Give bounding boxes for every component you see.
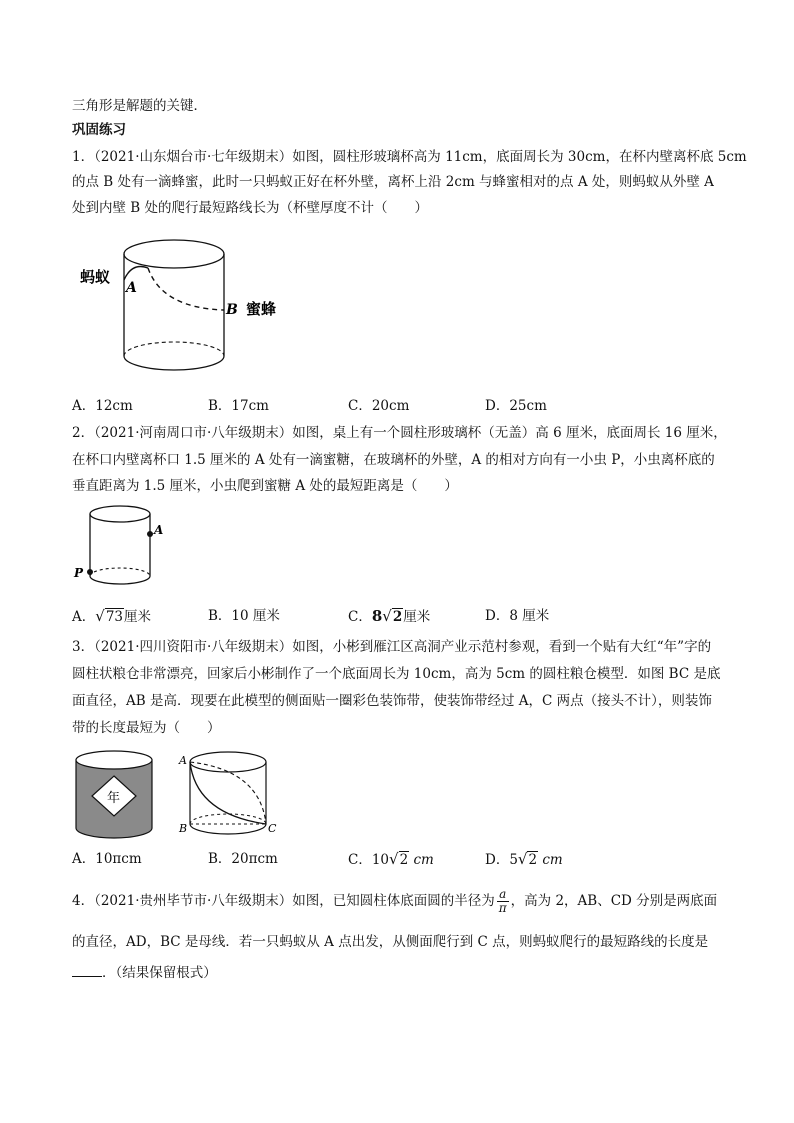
q1-cylinder-figure (76, 232, 296, 380)
q3-top-ellipse (190, 752, 266, 772)
q3-label-nian: 年 (107, 791, 121, 806)
q1-line-2: 的点 B 处有一滴蜂蜜，此时一只蚂蚁正好在杯外壁，离杯上沿 2cm 与蜂蜜相对的点 A 处，则蚂蚁从外壁 A (72, 174, 714, 190)
q1-option-b[interactable]: B．17cm (208, 398, 269, 414)
sqrt-sign: √ (95, 607, 105, 625)
q3-line-1: 3．（2021·四川资阳市·八年级期末）如图，小彬到雁江区高洞产业示范村参观，看到一个贴有大红“年”字的 (72, 639, 712, 655)
q1-option-d[interactable]: D．25cm (485, 398, 547, 414)
q3-line-2: 圆柱状粮仓非常漂亮，回家后小彬制作了一个底面周长为 10cm，高为 5cm 的圆柱粮仓模型．如图 BC 是底 (72, 666, 721, 682)
q1-top-ellipse (124, 240, 224, 268)
q2-label-a: A (154, 523, 164, 537)
q3-line-3: 面直径，AB 是高．现要在此模型的侧面贴一圈彩色装饰带，使装饰带经过 A，C 两点（接头不计），则装饰 (72, 693, 712, 709)
q2-option-c[interactable] (348, 606, 430, 627)
q2-top-ellipse (90, 506, 150, 522)
q4-line-1-before: 4．（2021·贵州毕节市·八年级期末）如图，已知圆柱体底面圆的半径为 (72, 893, 495, 909)
sqrt-sign: √ (382, 607, 392, 625)
q3-granary-figure (72, 748, 156, 842)
q1-label-bee: 蜜蜂 (246, 300, 277, 318)
q1-line-3: 处到内壁 B 处的爬行最短路线长为（杯壁厚度不计（ ） (72, 200, 429, 216)
q3-granary-top (76, 751, 152, 769)
q3-label-a: A (179, 754, 187, 767)
q2-bottom-back-arc (90, 568, 150, 576)
q2-option-a[interactable] (72, 606, 151, 627)
q1-option-c[interactable]: C．20cm (348, 398, 410, 414)
q4-line-3-text: ．（结果保留根式） (102, 965, 217, 981)
q2-option-a-radicand: 73 (105, 609, 123, 625)
q3-option-c-unit: cm (413, 852, 434, 868)
q3-option-b[interactable]: B．20πcm (208, 851, 278, 867)
q2-line-3: 垂直距离为 1.5 厘米，小虫爬到蜜糖 A 处的最短距离是（ ） (72, 478, 458, 494)
q4-line-1-after: ，高为 2，AB、CD 分别是两底面 (510, 893, 718, 909)
q1-label-b: B (226, 302, 238, 318)
q3-bottom-front-arc (190, 824, 266, 834)
q2-option-a-prefix: A． (72, 609, 96, 625)
q2-line-1: 2．（2021·河南周口市·八年级期末）如图，桌上有一个圆柱形玻璃杯（无盖）高 6 厘米，底面周长 16 厘米， (72, 425, 727, 441)
q4-fraction (497, 888, 509, 915)
q2-point-a (147, 531, 153, 537)
q2-option-d[interactable]: D．8 厘米 (485, 608, 550, 624)
q3-line-4: 带的长度最短为（ ） (72, 720, 221, 736)
q1-inner-path (148, 268, 224, 310)
q2-option-a-unit: 厘米 (124, 609, 151, 625)
q3-option-d-unit: cm (542, 852, 563, 868)
q2-option-c-unit: 厘米 (403, 609, 431, 625)
q3-option-a[interactable]: A．10πcm (72, 851, 142, 867)
q2-cylinder-figure (70, 502, 180, 594)
sqrt-sign: √ (517, 850, 528, 868)
q3-label-b: B (179, 822, 188, 835)
q4-line-1 (72, 888, 717, 915)
q2-label-p: P (74, 566, 84, 580)
q1-line-1: 1．（2021·山东烟台市·七年级期末）如图，圆柱形玻璃杯高为 11cm，底面周长为 30cm，在杯内壁离杯底 5cm (72, 149, 747, 165)
q4-line-3 (72, 962, 217, 983)
intro-text: 三角形是解题的关键． (72, 98, 207, 114)
q2-line-2: 在杯口内壁离杯口 1.5 厘米的 A 处有一滴蜜糖，在玻璃杯的外壁，A 的相对方向有一小虫 P，小虫离杯底的 (72, 452, 715, 468)
q3-label-c: C (268, 822, 277, 835)
section-title: 巩固练习 (72, 122, 126, 138)
q1-outer-path (124, 267, 148, 281)
q3-option-c[interactable] (348, 849, 434, 870)
sqrt-sign: √ (389, 850, 399, 868)
q4-answer-blank[interactable] (72, 962, 102, 977)
q2-option-c-radicand: 2 (392, 609, 403, 625)
q4-fraction-den: π (498, 901, 507, 915)
q3-option-d-prefix: D．5 (485, 852, 518, 868)
q1-bottom-back-arc (124, 342, 224, 356)
q1-label-a: A (126, 280, 137, 296)
q3-option-c-prefix: C．10 (348, 852, 390, 868)
q1-option-a[interactable]: A．12cm (72, 398, 133, 414)
q2-option-c-coef: 8 (371, 607, 383, 625)
q2-option-c-prefix: C． (348, 609, 372, 625)
q1-bottom-front-arc (124, 356, 224, 370)
q2-bottom-front-arc (90, 576, 150, 584)
q4-line-2: 的直径，AD，BC 是母线．若一只蚂蚁从 A 点出发，从侧面爬行到 C 点，则蚂蚁爬行的最短路线的长度是 (72, 934, 709, 950)
q3-option-d-radicand: 2 (528, 852, 538, 868)
q3-option-d[interactable] (485, 849, 563, 870)
q2-point-p (87, 569, 93, 575)
q4-fraction-num: a (497, 888, 509, 902)
q3-option-c-radicand: 2 (399, 852, 409, 868)
q2-option-b[interactable]: B．10 厘米 (208, 608, 280, 624)
q1-label-ant: 蚂蚁 (80, 268, 111, 286)
q3-cylinder-figure (176, 748, 286, 842)
